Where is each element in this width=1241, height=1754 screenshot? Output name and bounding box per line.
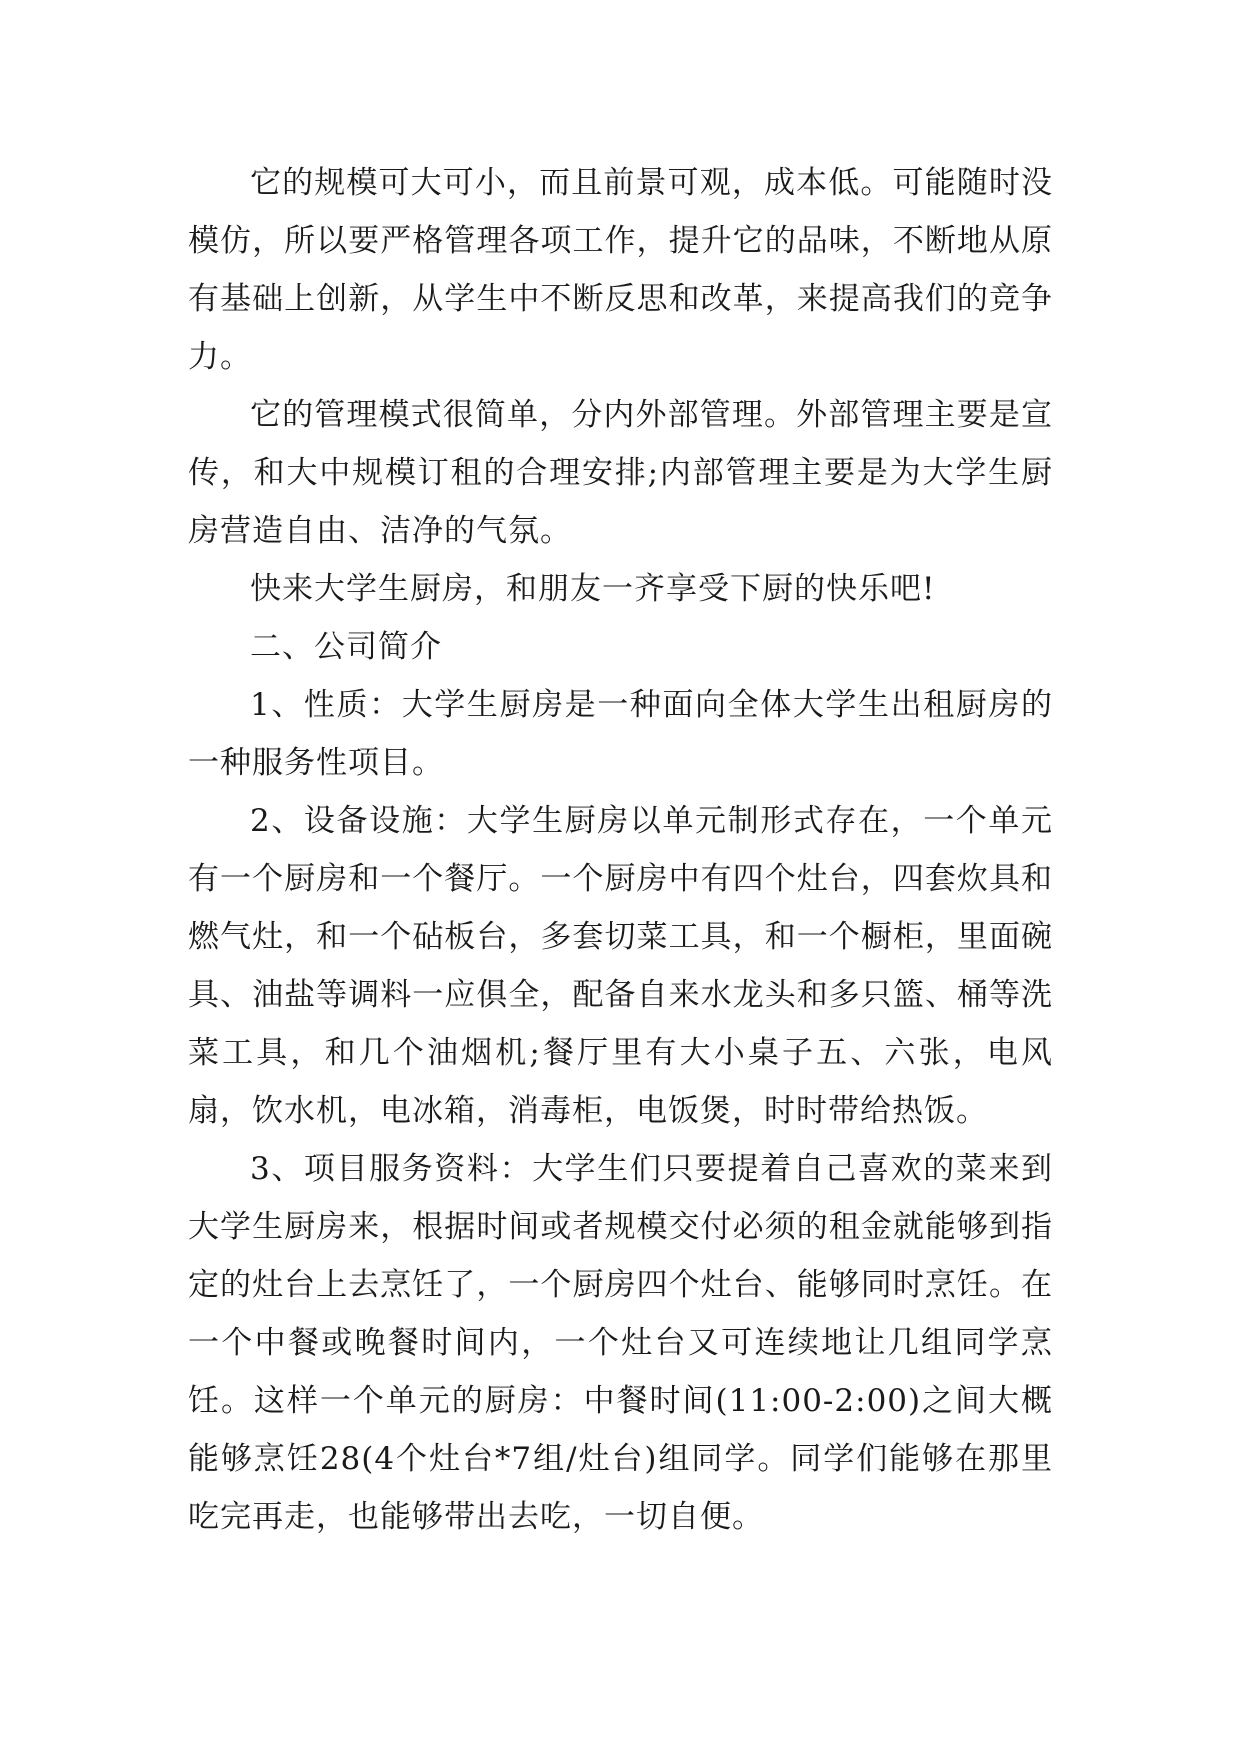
paragraph-invitation: 快来大学生厨房，和朋友一齐享受下厨的快乐吧! — [250, 571, 936, 607]
paragraph-business-outlook: 它的规模可大可小，而且前景可观，成本低。可能随时没模仿，所以要严格管理各项工作，提升它的品味，不断地从原有基础上创新，从学生中不断反思和改革，来提高我们的竞争力。 — [188, 165, 1053, 375]
document-body — [188, 154, 1053, 1546]
paragraph-service-details: 3、项目服务资料：大学生们只要提着自己喜欢的菜来到大学生厨房来，根据时间或者规模交付必须的租金就能够到指定的灶台上去烹饪了，一个厨房四个灶台、能够同时烹饪。在一个中餐或晚餐时间内，一个灶台又可连续地让几组同学烹饪。这样一个单元的厨房：中餐时间(11:00-2:00)之间大概能够烹饪28(4个灶台*7组/灶台)组同学。同学们能够在那里吃完再走，也能够带出去吃，一切自便。 — [188, 1151, 1053, 1535]
paragraph-facilities: 2、设备设施：大学生厨房以单元制形式存在，一个单元有一个厨房和一个餐厅。一个厨房中有四个灶台，四套炊具和燃气灶，和一个砧板台，多套切菜工具，和一个橱柜，里面碗具、油盐等调料一应俱全，配备自来水龙头和多只篮、桶等洗菜工具，和几个油烟机;餐厅里有大小桌子五、六张，电风扇，饮水机，电冰箱，消毒柜，电饭煲，时时带给热饭。 — [188, 803, 1053, 1129]
paragraph-management-model: 它的管理模式很简单，分内外部管理。外部管理主要是宣传，和大中规模订租的合理安排;内部管理主要是为大学生厨房营造自由、洁净的气氛。 — [188, 397, 1053, 549]
section-heading-company-intro: 二、公司简介 — [250, 629, 442, 665]
paragraph-nature: 1、性质：大学生厨房是一种面向全体大学生出租厨房的一种服务性项目。 — [188, 687, 1053, 781]
